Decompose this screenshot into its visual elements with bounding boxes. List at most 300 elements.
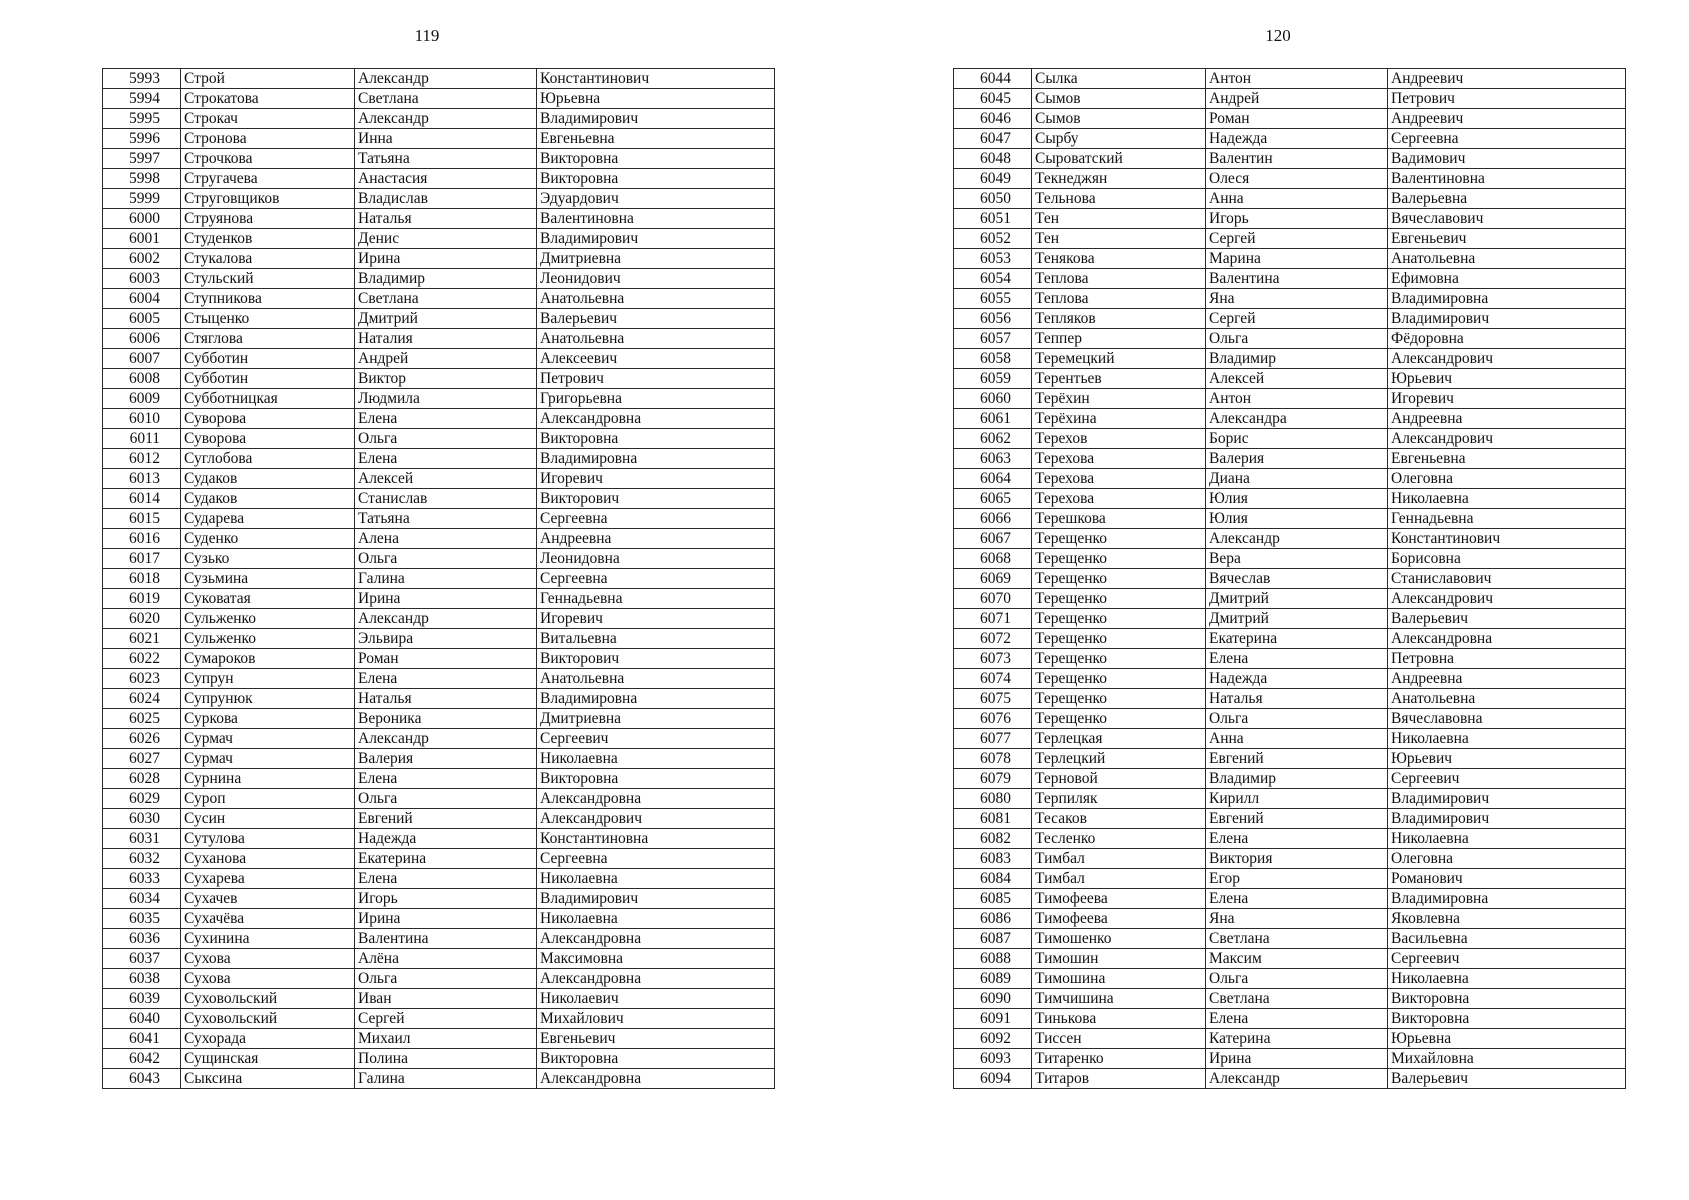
surname-cell: Терехов: [1032, 429, 1206, 449]
patronymic-cell: Андреевна: [1388, 409, 1626, 429]
patronymic-cell: Петрович: [1388, 89, 1626, 109]
patronymic-cell: Сергеевна: [537, 509, 775, 529]
table-row: [103, 849, 775, 869]
surname-cell: Тимбал: [1032, 849, 1206, 869]
surname-cell: Ступникова: [181, 289, 355, 309]
patronymic-cell: Геннадьевна: [1388, 509, 1626, 529]
record-number-cell: 6088: [954, 949, 1032, 969]
surname-cell: Сыксина: [181, 1069, 355, 1089]
record-number-cell: 6012: [103, 449, 181, 469]
first-name-cell: Антон: [1206, 389, 1388, 409]
surname-cell: Сухова: [181, 969, 355, 989]
patronymic-cell: Владимировна: [1388, 889, 1626, 909]
table-row: [103, 729, 775, 749]
first-name-cell: Наталья: [1206, 689, 1388, 709]
record-number-cell: 6061: [954, 409, 1032, 429]
record-number-cell: 6003: [103, 269, 181, 289]
patronymic-cell: Андреевна: [1388, 669, 1626, 689]
record-number-cell: 6002: [103, 249, 181, 269]
table-row: [103, 929, 775, 949]
patronymic-cell: Сергеевна: [537, 849, 775, 869]
surname-cell: Струговщиков: [181, 189, 355, 209]
surname-cell: Судаков: [181, 489, 355, 509]
table-row: [103, 189, 775, 209]
surname-cell: Сусин: [181, 809, 355, 829]
first-name-cell: Алексей: [1206, 369, 1388, 389]
surname-cell: Терещенко: [1032, 689, 1206, 709]
first-name-cell: Людмила: [355, 389, 537, 409]
patronymic-cell: Владимирович: [537, 889, 775, 909]
patronymic-cell: Андреевич: [1388, 109, 1626, 129]
first-name-cell: Марина: [1206, 249, 1388, 269]
record-number-cell: 6014: [103, 489, 181, 509]
record-number-cell: 6094: [954, 1069, 1032, 1089]
first-name-cell: Екатерина: [1206, 629, 1388, 649]
patronymic-cell: Олеговна: [1388, 469, 1626, 489]
surname-cell: Тиссен: [1032, 1029, 1206, 1049]
table-row: [954, 109, 1626, 129]
patronymic-cell: Викторович: [537, 489, 775, 509]
record-number-cell: 6043: [103, 1069, 181, 1089]
surname-cell: Теплова: [1032, 289, 1206, 309]
surname-cell: Строкатова: [181, 89, 355, 109]
record-number-cell: 6049: [954, 169, 1032, 189]
table-row: [954, 849, 1626, 869]
first-name-cell: Ирина: [1206, 1049, 1388, 1069]
table-row: [954, 169, 1626, 189]
patronymic-cell: Эдуардович: [537, 189, 775, 209]
record-number-cell: 6031: [103, 829, 181, 849]
surname-cell: Сульженко: [181, 629, 355, 649]
surname-cell: Терехова: [1032, 469, 1206, 489]
first-name-cell: Вероника: [355, 709, 537, 729]
patronymic-cell: Александровна: [1388, 629, 1626, 649]
patronymic-cell: Геннадьевна: [537, 589, 775, 609]
patronymic-cell: Николаевна: [1388, 969, 1626, 989]
patronymic-cell: Викторовна: [537, 1049, 775, 1069]
surname-cell: Тен: [1032, 209, 1206, 229]
patronymic-cell: Витальевна: [537, 629, 775, 649]
record-number-cell: 6038: [103, 969, 181, 989]
record-number-cell: 6082: [954, 829, 1032, 849]
record-number-cell: 6064: [954, 469, 1032, 489]
record-number-cell: 6029: [103, 789, 181, 809]
table-row: [954, 69, 1626, 89]
surname-cell: Тимошин: [1032, 949, 1206, 969]
first-name-cell: Андрей: [1206, 89, 1388, 109]
surname-cell: Тен: [1032, 229, 1206, 249]
patronymic-cell: Романович: [1388, 869, 1626, 889]
patronymic-cell: Григорьевна: [537, 389, 775, 409]
patronymic-cell: Анатольевна: [1388, 689, 1626, 709]
record-number-cell: 6033: [103, 869, 181, 889]
patronymic-cell: Станиславович: [1388, 569, 1626, 589]
record-number-cell: 6018: [103, 569, 181, 589]
first-name-cell: Вера: [1206, 549, 1388, 569]
table-row: [954, 669, 1626, 689]
table-row: [954, 269, 1626, 289]
patronymic-cell: Анатольевна: [1388, 249, 1626, 269]
surname-cell: Сухарева: [181, 869, 355, 889]
table-row: [103, 409, 775, 429]
record-number-cell: 6044: [954, 69, 1032, 89]
table-row: [954, 1009, 1626, 1029]
first-name-cell: Ольга: [355, 429, 537, 449]
table-row: [954, 549, 1626, 569]
first-name-cell: Надежда: [1206, 669, 1388, 689]
first-name-cell: Евгений: [1206, 809, 1388, 829]
first-name-cell: Александра: [1206, 409, 1388, 429]
surname-cell: Строчкова: [181, 149, 355, 169]
first-name-cell: Полина: [355, 1049, 537, 1069]
record-number-cell: 6092: [954, 1029, 1032, 1049]
record-number-cell: 6063: [954, 449, 1032, 469]
record-number-cell: 5997: [103, 149, 181, 169]
table-row: [954, 409, 1626, 429]
surname-cell: Текнеджян: [1032, 169, 1206, 189]
record-number-cell: 6089: [954, 969, 1032, 989]
first-name-cell: Роман: [1206, 109, 1388, 129]
patronymic-cell: Константинович: [1388, 529, 1626, 549]
record-number-cell: 6071: [954, 609, 1032, 629]
record-number-cell: 6028: [103, 769, 181, 789]
first-name-cell: Алексей: [355, 469, 537, 489]
surname-cell: Теппер: [1032, 329, 1206, 349]
surname-cell: Супрун: [181, 669, 355, 689]
patronymic-cell: Андреевич: [1388, 69, 1626, 89]
patronymic-cell: Валерьевич: [537, 309, 775, 329]
surname-cell: Терехова: [1032, 489, 1206, 509]
record-number-cell: 6039: [103, 989, 181, 1009]
surname-cell: Сухова: [181, 949, 355, 969]
surname-cell: Тенякова: [1032, 249, 1206, 269]
patronymic-cell: Евгеньевич: [1388, 229, 1626, 249]
table-row: [103, 249, 775, 269]
surname-cell: Сухорада: [181, 1029, 355, 1049]
patronymic-cell: Константинович: [537, 69, 775, 89]
table-row: [954, 569, 1626, 589]
patronymic-cell: Викторовна: [537, 169, 775, 189]
first-name-cell: Игорь: [355, 889, 537, 909]
table-row: [954, 429, 1626, 449]
surname-cell: Сумароков: [181, 649, 355, 669]
table-row: [103, 69, 775, 89]
patronymic-cell: Николаевна: [537, 869, 775, 889]
patronymic-cell: Владимировна: [1388, 289, 1626, 309]
table-row: [954, 609, 1626, 629]
patronymic-cell: Игоревич: [1388, 389, 1626, 409]
table-row: [103, 309, 775, 329]
record-number-cell: 6042: [103, 1049, 181, 1069]
surname-cell: Стронова: [181, 129, 355, 149]
table-row: [954, 509, 1626, 529]
table-row: [103, 649, 775, 669]
record-number-cell: 6093: [954, 1049, 1032, 1069]
table-row: [954, 649, 1626, 669]
patronymic-cell: Константиновна: [537, 829, 775, 849]
record-number-cell: 6052: [954, 229, 1032, 249]
first-name-cell: Надежда: [355, 829, 537, 849]
surname-cell: Сухачёва: [181, 909, 355, 929]
table-row: [954, 749, 1626, 769]
first-name-cell: Елена: [1206, 649, 1388, 669]
record-number-cell: 6048: [954, 149, 1032, 169]
record-number-cell: 5996: [103, 129, 181, 149]
table-row: [954, 249, 1626, 269]
surname-cell: Тимофеева: [1032, 909, 1206, 929]
first-name-cell: Евгений: [1206, 749, 1388, 769]
first-name-cell: Валентина: [355, 929, 537, 949]
patronymic-cell: Владимирович: [537, 109, 775, 129]
patronymic-cell: Евгеньевна: [537, 129, 775, 149]
first-name-cell: Валерия: [1206, 449, 1388, 469]
surname-cell: Тесаков: [1032, 809, 1206, 829]
table-row: [103, 449, 775, 469]
first-name-cell: Надежда: [1206, 129, 1388, 149]
patronymic-cell: Николаевна: [1388, 729, 1626, 749]
surname-cell: Терещенко: [1032, 649, 1206, 669]
record-number-cell: 6053: [954, 249, 1032, 269]
surname-cell: Тимбал: [1032, 869, 1206, 889]
surname-cell: Терешкова: [1032, 509, 1206, 529]
table-row: [954, 969, 1626, 989]
table-row: [103, 229, 775, 249]
first-name-cell: Елена: [355, 669, 537, 689]
first-name-cell: Евгений: [355, 809, 537, 829]
table-row: [103, 529, 775, 549]
table-row: [103, 669, 775, 689]
surname-cell: Терехова: [1032, 449, 1206, 469]
surname-cell: Строкач: [181, 109, 355, 129]
table-row: [954, 449, 1626, 469]
table-row: [103, 1029, 775, 1049]
table-row: [103, 1049, 775, 1069]
table-row: [954, 229, 1626, 249]
surname-cell: Супрунюк: [181, 689, 355, 709]
record-number-cell: 6090: [954, 989, 1032, 1009]
record-number-cell: 5998: [103, 169, 181, 189]
surname-cell: Сульженко: [181, 609, 355, 629]
first-name-cell: Яна: [1206, 909, 1388, 929]
table-row: [954, 529, 1626, 549]
first-name-cell: Елена: [1206, 1009, 1388, 1029]
first-name-cell: Дмитрий: [1206, 589, 1388, 609]
patronymic-cell: Александровна: [537, 789, 775, 809]
record-number-cell: 6057: [954, 329, 1032, 349]
patronymic-cell: Александровна: [537, 929, 775, 949]
table-row: [103, 89, 775, 109]
surname-cell: Сузьмина: [181, 569, 355, 589]
table-row: [103, 289, 775, 309]
surname-cell: Суворова: [181, 409, 355, 429]
surname-cell: Строй: [181, 69, 355, 89]
table-row: [103, 969, 775, 989]
record-number-cell: 6005: [103, 309, 181, 329]
first-name-cell: Станислав: [355, 489, 537, 509]
first-name-cell: Дмитрий: [355, 309, 537, 329]
first-name-cell: Владимир: [1206, 349, 1388, 369]
patronymic-cell: Игоревич: [537, 469, 775, 489]
roster-table-left: [102, 68, 775, 1089]
first-name-cell: Ирина: [355, 249, 537, 269]
patronymic-cell: Викторовна: [1388, 1009, 1626, 1029]
first-name-cell: Валерия: [355, 749, 537, 769]
first-name-cell: Инна: [355, 129, 537, 149]
record-number-cell: 5994: [103, 89, 181, 109]
table-row: [103, 769, 775, 789]
patronymic-cell: Александровна: [537, 1069, 775, 1089]
table-row: [954, 989, 1626, 1009]
surname-cell: Тесленко: [1032, 829, 1206, 849]
patronymic-cell: Михайлович: [537, 1009, 775, 1029]
record-number-cell: 6030: [103, 809, 181, 829]
first-name-cell: Елена: [1206, 829, 1388, 849]
first-name-cell: Виктор: [355, 369, 537, 389]
surname-cell: Терпиляк: [1032, 789, 1206, 809]
surname-cell: Теремецкий: [1032, 349, 1206, 369]
patronymic-cell: Юрьевич: [1388, 369, 1626, 389]
record-number-cell: 6051: [954, 209, 1032, 229]
first-name-cell: Наталия: [355, 329, 537, 349]
first-name-cell: Елена: [355, 409, 537, 429]
patronymic-cell: Максимовна: [537, 949, 775, 969]
surname-cell: Терещенко: [1032, 589, 1206, 609]
record-number-cell: 6075: [954, 689, 1032, 709]
patronymic-cell: Сергеевна: [1388, 129, 1626, 149]
record-number-cell: 6086: [954, 909, 1032, 929]
first-name-cell: Максим: [1206, 949, 1388, 969]
table-row: [103, 629, 775, 649]
table-row: [954, 209, 1626, 229]
surname-cell: Тимофеева: [1032, 889, 1206, 909]
first-name-cell: Екатерина: [355, 849, 537, 869]
surname-cell: Сурмач: [181, 749, 355, 769]
table-row: [954, 689, 1626, 709]
table-row: [103, 689, 775, 709]
record-number-cell: 6087: [954, 929, 1032, 949]
patronymic-cell: Александровна: [537, 969, 775, 989]
record-number-cell: 6027: [103, 749, 181, 769]
first-name-cell: Анастасия: [355, 169, 537, 189]
patronymic-cell: Николаевич: [537, 989, 775, 1009]
table-row: [103, 369, 775, 389]
record-number-cell: 6022: [103, 649, 181, 669]
patronymic-cell: Валерьевич: [1388, 609, 1626, 629]
first-name-cell: Антон: [1206, 69, 1388, 89]
first-name-cell: Владимир: [355, 269, 537, 289]
surname-cell: Сухачев: [181, 889, 355, 909]
patronymic-cell: Евгеньевич: [537, 1029, 775, 1049]
record-number-cell: 6046: [954, 109, 1032, 129]
surname-cell: Суркова: [181, 709, 355, 729]
surname-cell: Сурнина: [181, 769, 355, 789]
table-row: [954, 629, 1626, 649]
patronymic-cell: Александрович: [1388, 429, 1626, 449]
table-row: [103, 169, 775, 189]
first-name-cell: Ольга: [1206, 969, 1388, 989]
first-name-cell: Елена: [355, 449, 537, 469]
first-name-cell: Ольга: [355, 549, 537, 569]
patronymic-cell: Вячеславович: [1388, 209, 1626, 229]
surname-cell: Терещенко: [1032, 709, 1206, 729]
first-name-cell: Ольга: [355, 789, 537, 809]
table-row: [103, 829, 775, 849]
table-row: [954, 949, 1626, 969]
record-number-cell: 6077: [954, 729, 1032, 749]
surname-cell: Терещенко: [1032, 569, 1206, 589]
surname-cell: Тимчишина: [1032, 989, 1206, 1009]
patronymic-cell: Леонидович: [537, 269, 775, 289]
first-name-cell: Виктория: [1206, 849, 1388, 869]
patronymic-cell: Юрьевич: [1388, 749, 1626, 769]
table-row: [954, 469, 1626, 489]
first-name-cell: Ольга: [1206, 709, 1388, 729]
record-number-cell: 6085: [954, 889, 1032, 909]
surname-cell: Субботин: [181, 369, 355, 389]
patronymic-cell: Сергеевна: [537, 569, 775, 589]
surname-cell: Терлецкая: [1032, 729, 1206, 749]
record-number-cell: 6067: [954, 529, 1032, 549]
record-number-cell: 6036: [103, 929, 181, 949]
table-row: [954, 809, 1626, 829]
patronymic-cell: Анатольевна: [537, 289, 775, 309]
first-name-cell: Игорь: [1206, 209, 1388, 229]
surname-cell: Терещенко: [1032, 549, 1206, 569]
table-row: [954, 309, 1626, 329]
record-number-cell: 6068: [954, 549, 1032, 569]
patronymic-cell: Ефимовна: [1388, 269, 1626, 289]
patronymic-cell: Александрович: [1388, 589, 1626, 609]
table-row: [103, 329, 775, 349]
first-name-cell: Эльвира: [355, 629, 537, 649]
patronymic-cell: Владимировна: [537, 689, 775, 709]
record-number-cell: 6072: [954, 629, 1032, 649]
table-row: [103, 989, 775, 1009]
first-name-cell: Андрей: [355, 349, 537, 369]
table-row: [103, 809, 775, 829]
record-number-cell: 6006: [103, 329, 181, 349]
patronymic-cell: Николаевна: [537, 909, 775, 929]
first-name-cell: Сергей: [1206, 229, 1388, 249]
table-row: [103, 589, 775, 609]
record-number-cell: 6034: [103, 889, 181, 909]
record-number-cell: 6011: [103, 429, 181, 449]
surname-cell: Суденко: [181, 529, 355, 549]
first-name-cell: Роман: [355, 649, 537, 669]
first-name-cell: Галина: [355, 1069, 537, 1089]
surname-cell: Терёхина: [1032, 409, 1206, 429]
patronymic-cell: Владимирович: [537, 229, 775, 249]
patronymic-cell: Алексеевич: [537, 349, 775, 369]
table-row: [954, 709, 1626, 729]
patronymic-cell: Николаевна: [1388, 489, 1626, 509]
surname-cell: Субботин: [181, 349, 355, 369]
record-number-cell: 6059: [954, 369, 1032, 389]
surname-cell: Терещенко: [1032, 609, 1206, 629]
patronymic-cell: Сергеевич: [1388, 949, 1626, 969]
patronymic-cell: Викторович: [537, 649, 775, 669]
patronymic-cell: Вадимович: [1388, 149, 1626, 169]
patronymic-cell: Николаевна: [537, 749, 775, 769]
record-number-cell: 6035: [103, 909, 181, 929]
record-number-cell: 5993: [103, 69, 181, 89]
surname-cell: Сымов: [1032, 109, 1206, 129]
record-number-cell: 6026: [103, 729, 181, 749]
table-row: [954, 889, 1626, 909]
patronymic-cell: Вячеславовна: [1388, 709, 1626, 729]
patronymic-cell: Игоревич: [537, 609, 775, 629]
surname-cell: Терентьев: [1032, 369, 1206, 389]
